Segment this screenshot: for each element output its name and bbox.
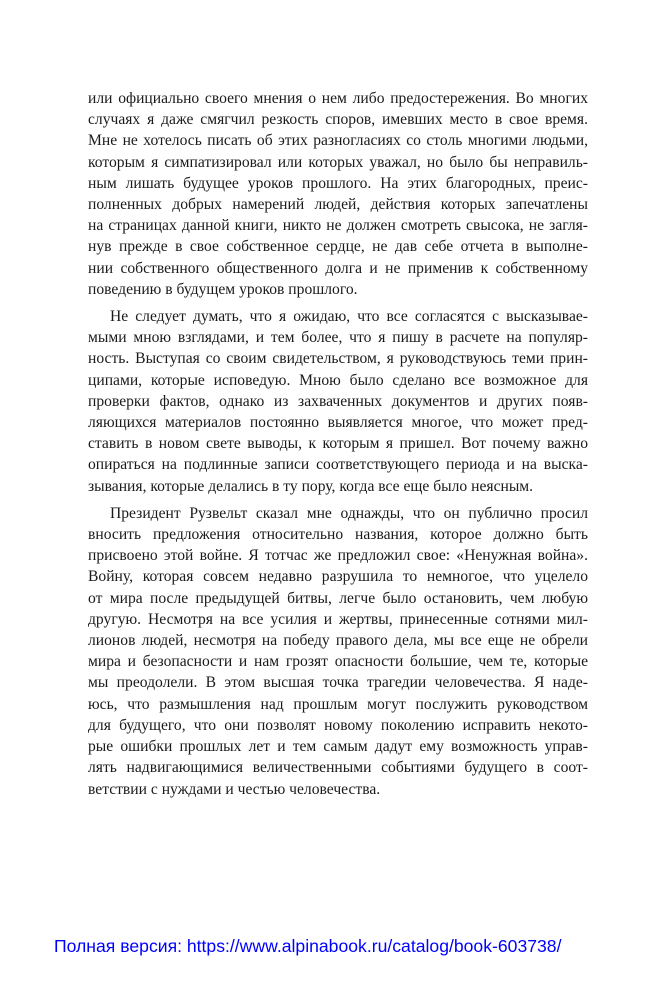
text-line: случаях я даже смягчил резкость споров, имевших место в свое время. <box>88 111 588 129</box>
text-line: от мира после предыдущей битвы, легче было остановить, чем любую <box>88 589 588 607</box>
text-line: вносить предложения относительно названия, которое должно быть <box>88 526 588 544</box>
text-line: ветствии с нуждами и честью человечества. <box>88 780 381 798</box>
text-line: другую. Несмотря на все усилия и жертвы, принесенные сотнями мил- <box>88 610 588 628</box>
text-line: Президент Рузвельт сказал мне однажды, что он публично просил <box>110 504 588 522</box>
text-line: поведению в будущем уроков прошлого. <box>88 280 358 298</box>
paragraph-1 <box>88 88 588 300</box>
text-line: нув прежде в свое собственное сердце, не дав себе отчета в выполне- <box>88 238 588 256</box>
page-body-text <box>88 88 588 800</box>
text-line: ным лишать будущее уроков прошлого. На этих благородных, преис- <box>88 174 588 192</box>
text-line: на страницах данной книги, никто не должен смотреть свысока, не загля- <box>88 217 588 235</box>
text-line: присвоено этой войне. Я тотчас же предложил свое: «Ненужная война». <box>88 547 588 565</box>
text-line: зывания, которые делались в ту пору, когда все еще было неясным. <box>88 477 534 495</box>
full-version-link[interactable]: Полная версия: https://www.alpinabook.ru/catalog/book-603738/ <box>54 936 562 956</box>
text-line: мы преодолели. В этом высшая точка трагедии человечества. Я наде- <box>88 674 588 692</box>
text-line: рые ошибки прошлых лет и тем самым дадут ему возможность управ- <box>88 738 588 756</box>
text-line: мыми мною взглядами, и тем более, что я пишу в расчете на популяр- <box>88 329 588 347</box>
text-line: ляющихся материалов постоянно выявляется многое, что может пред- <box>88 414 588 432</box>
text-line: мира и безопасности и нам грозят опасности большие, чем те, которые <box>88 653 588 671</box>
text-line: Войну, которая совсем недавно разрушила то немногое, что уцелело <box>88 568 588 586</box>
text-line: лять надвигающимися величественными событиями будущего в соот- <box>88 759 588 777</box>
text-line: Не следует думать, что я ожидаю, что все согласятся с высказывае- <box>110 308 588 326</box>
text-line: Мне не хотелось писать об этих разногласиях со столь многими людьми, <box>88 132 588 150</box>
text-line: ность. Выступая со своим свидетельством, я руководствуюсь теми прин- <box>88 350 588 368</box>
text-line: ципами, которые исповедую. Мною было сделано все возможное для <box>88 371 588 389</box>
text-line: полненных добрых намерений людей, действия которых запечатлены <box>88 196 588 214</box>
text-line: опираться на подлинные записи соответствующего периода и на выска- <box>88 456 588 474</box>
text-line: для будущего, что они позволят новому поколению исправить некото- <box>88 716 588 734</box>
text-line: или официально своего мнения о нем либо предостережения. Во многих <box>88 90 588 107</box>
text-line: проверки фактов, однако из захваченных документов и других появ- <box>88 392 588 410</box>
text-line: которым я симпатизировал или которых уважал, но было бы неправиль- <box>88 153 588 171</box>
text-line: юсь, что размышления над прошлым могут послужить руководством <box>88 695 588 713</box>
paragraph-2 <box>88 306 588 497</box>
text-line: ставить в новом свете выводы, к которым я пришел. Вот почему важно <box>88 435 588 453</box>
text-line: лионов людей, несмотря на победу правого дела, мы все еще не обрели <box>88 632 588 650</box>
paragraph-3 <box>88 503 588 800</box>
text-line: нии собственного общественного долга и не применив к собственному <box>88 259 588 277</box>
